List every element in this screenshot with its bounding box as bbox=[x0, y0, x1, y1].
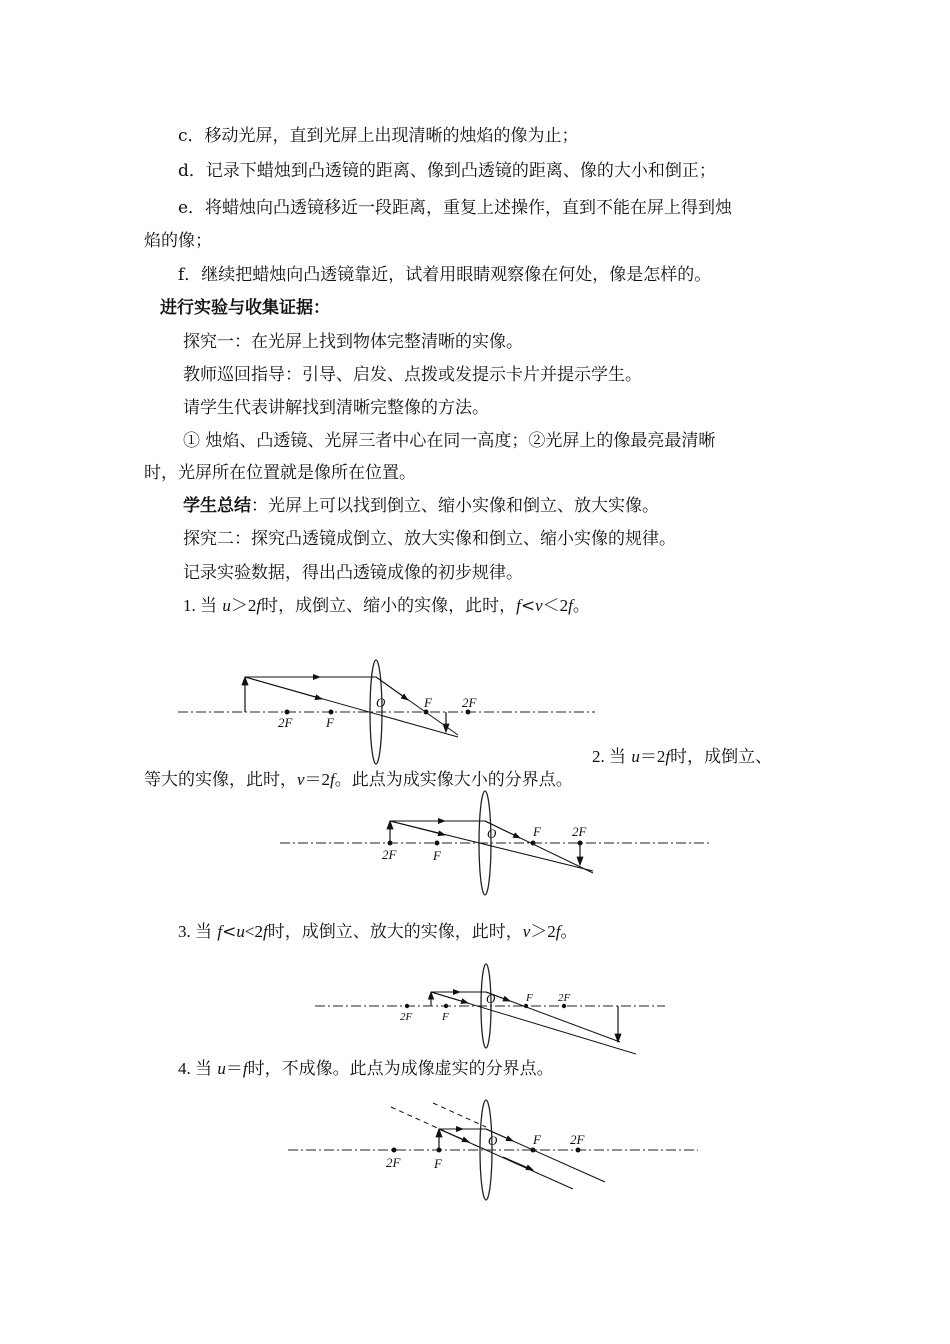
svg-text:2F: 2F bbox=[558, 992, 571, 1004]
explore1-teacher: 教师巡回指导：引导、启发、点拨或发提示卡片并提示学生。 bbox=[183, 365, 642, 385]
lens-diagram-f-lt-u-lt-2f bbox=[310, 962, 670, 1057]
svg-text:F: F bbox=[434, 1156, 442, 1171]
rule-4: 4. 当 u＝f时，不成像。此点为成像虚实的分界点。 bbox=[178, 1059, 554, 1079]
svg-text:2F: 2F bbox=[386, 1155, 401, 1170]
lens-diagram-u-eq-2f bbox=[275, 785, 715, 900]
step-e-line1: e．将蜡烛向凸透镜移近一段距离，重复上述操作，直到不能在屏上得到烛 bbox=[178, 198, 733, 218]
svg-text:F: F bbox=[526, 992, 533, 1004]
svg-text:O: O bbox=[486, 991, 496, 1006]
explore1-summary bbox=[183, 494, 659, 518]
label-F-left: F bbox=[326, 715, 334, 730]
svg-text:O: O bbox=[488, 1133, 498, 1148]
svg-text:F: F bbox=[433, 848, 441, 863]
step-e-line2: 焰的像； bbox=[144, 231, 212, 251]
explore2-title: 探究二：探究凸透镜成倒立、放大实像和倒立、缩小实像的规律。 bbox=[183, 529, 676, 549]
svg-text:F: F bbox=[533, 1132, 541, 1147]
summary-label: 学生总结 bbox=[183, 496, 251, 516]
svg-text:F: F bbox=[533, 824, 541, 839]
svg-text:2F: 2F bbox=[572, 824, 587, 839]
svg-text:F: F bbox=[442, 1011, 449, 1023]
label-F-right: F bbox=[424, 695, 432, 710]
section-heading: 进行实验与收集证据： bbox=[160, 298, 330, 318]
label-2F-right: 2F bbox=[462, 695, 477, 710]
label-2F-left: 2F bbox=[278, 715, 293, 730]
lens-diagram-u-gt-2f bbox=[170, 655, 600, 765]
step-c: c．移动光屏，直到光屏上出现清晰的烛焰的像为止； bbox=[178, 126, 579, 146]
rule-1: 1. 当 u＞2f时，成倒立、缩小的实像，此时，f<v＜2f。 bbox=[183, 596, 590, 616]
explore1-title: 探究一：在光屏上找到物体完整清晰的实像。 bbox=[183, 332, 523, 352]
explore2-record: 记录实验数据，得出凸透镜成像的初步规律。 bbox=[183, 563, 523, 583]
rule-3: 3. 当 f<u<2f时，成倒立、放大的实像，此时，v＞2f。 bbox=[178, 922, 578, 942]
step-f: f．继续把蜡烛向凸透镜靠近，试着用眼睛观察像在何处，像是怎样的。 bbox=[178, 265, 712, 285]
step-d: d．记录下蜡烛到凸透镜的距离、像到凸透镜的距离、像的大小和倒正； bbox=[178, 161, 716, 181]
rule-2-line2: 等大的实像，此时，v＝2f。此点为成实像大小的分界点。 bbox=[144, 770, 573, 790]
lens-diagram-u-eq-f bbox=[283, 1097, 703, 1207]
explore1-student-rep: 请学生代表讲解找到清晰完整像的方法。 bbox=[183, 398, 489, 418]
rule-2-line1: 2. 当 u＝2f时，成倒立、 bbox=[592, 747, 773, 767]
explore1-method-line1: ① 烛焰、凸透镜、光屏三者中心在同一高度；②光屏上的像最亮最清晰 bbox=[183, 431, 716, 451]
summary-text: ：光屏上可以找到倒立、缩小实像和倒立、放大实像。 bbox=[251, 496, 659, 516]
svg-text:O: O bbox=[487, 826, 497, 841]
explore1-method-line2: 时，光屏所在位置就是像所在位置。 bbox=[144, 463, 416, 483]
svg-text:2F: 2F bbox=[570, 1132, 585, 1147]
svg-text:2F: 2F bbox=[382, 847, 397, 862]
svg-text:2F: 2F bbox=[400, 1011, 413, 1023]
label-O: O bbox=[376, 695, 386, 710]
